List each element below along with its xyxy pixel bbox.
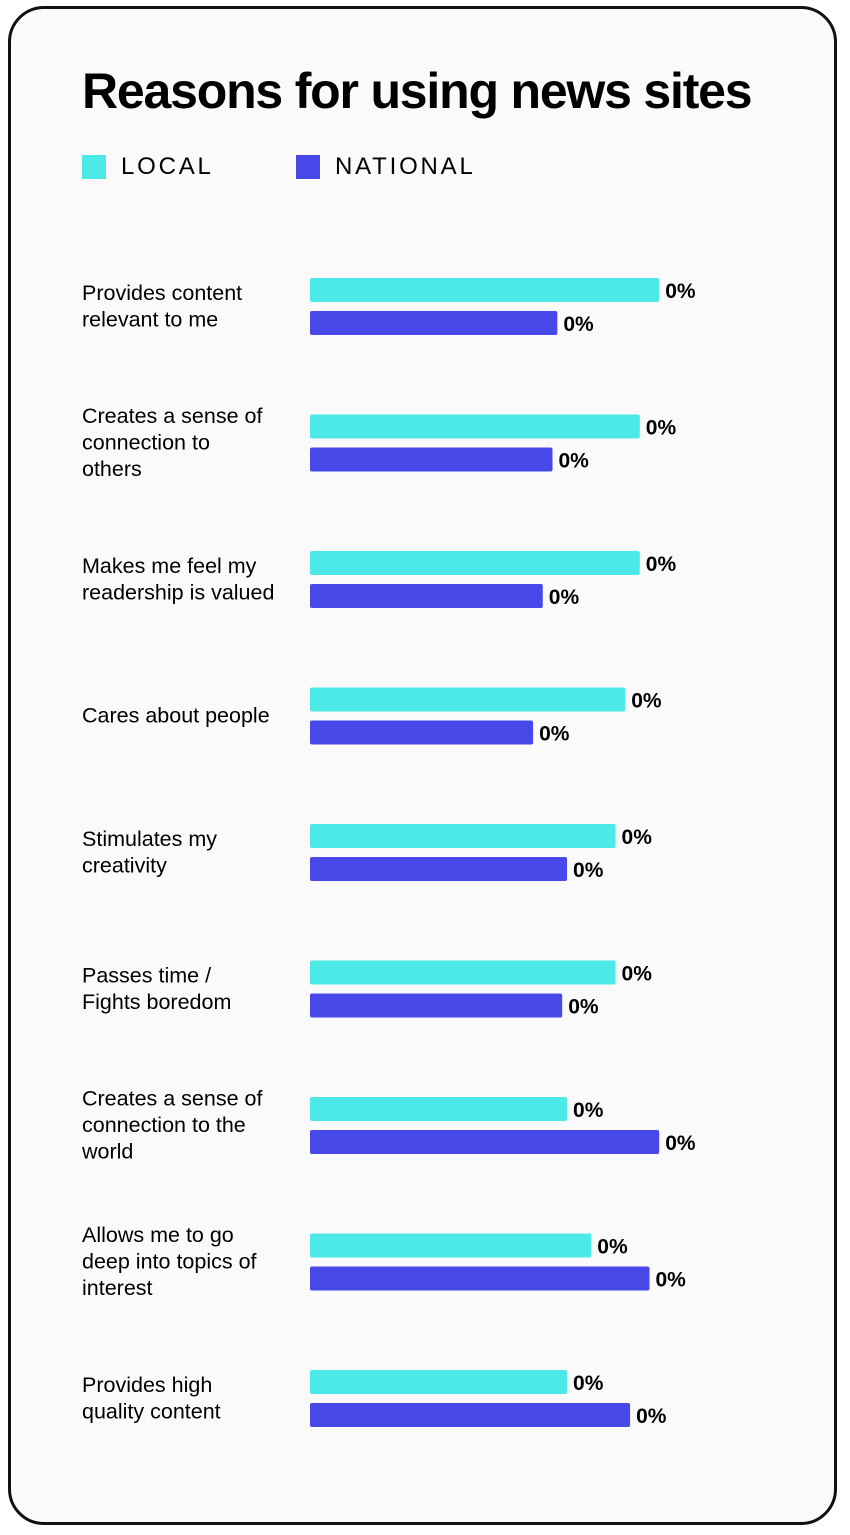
chart-title: Reasons for using news sites	[82, 63, 752, 119]
national-bar	[310, 721, 533, 745]
national-bar	[310, 857, 567, 881]
national-value-label: 0%	[665, 1132, 696, 1155]
local-bar	[310, 415, 640, 439]
local-bar	[310, 278, 659, 302]
local-value-label: 0%	[573, 1099, 604, 1122]
local-bar	[310, 824, 616, 848]
local-value-label: 0%	[621, 962, 652, 986]
category-label: Creates a sense of connection to others	[82, 404, 263, 481]
legend-label-local: LOCAL	[121, 153, 214, 180]
national-bar	[310, 448, 553, 472]
local-value-label: 0%	[573, 1372, 604, 1395]
national-bar	[310, 311, 557, 335]
local-value-label: 0%	[597, 1235, 628, 1259]
national-value-label: 0%	[636, 1405, 667, 1428]
local-value-label: 0%	[645, 416, 677, 440]
local-bar	[310, 688, 625, 712]
national-bar	[310, 1403, 630, 1427]
national-value-label: 0%	[655, 1268, 686, 1292]
national-bar	[310, 584, 543, 608]
category-label: Stimulates my creativity	[82, 826, 218, 878]
local-value-label: 0%	[631, 689, 662, 713]
national-value-label: 0%	[548, 586, 580, 609]
national-value-label: 0%	[563, 313, 594, 336]
category-label: Allows me to go deep into topics of interest	[82, 1223, 257, 1300]
category-label: Passes time / Fights boredom	[82, 963, 232, 1014]
national-bar	[310, 994, 562, 1018]
category-label: Provides high quality content	[82, 1372, 221, 1424]
national-bar	[310, 1267, 650, 1291]
local-bar	[310, 551, 640, 575]
national-value-label: 0%	[558, 449, 589, 473]
local-bar	[310, 1234, 591, 1258]
local-value-label: 0%	[665, 280, 696, 303]
category-label: Cares about people	[82, 703, 270, 728]
national-value-label: 0%	[568, 995, 599, 1019]
legend-label-national: NATIONAL	[335, 153, 476, 180]
national-value-label: 0%	[539, 722, 570, 746]
local-value-label: 0%	[645, 553, 677, 576]
local-bar	[310, 1097, 567, 1121]
category-label: Creates a sense of connection to the world	[82, 1086, 263, 1164]
category-label: Makes me feel my readership is valued	[82, 553, 275, 605]
local-bar	[310, 1370, 567, 1394]
local-value-label: 0%	[621, 826, 652, 849]
national-value-label: 0%	[573, 859, 604, 882]
national-bar	[310, 1130, 659, 1154]
category-label: Provides content relevant to me	[82, 280, 243, 332]
local-bar	[310, 961, 616, 985]
